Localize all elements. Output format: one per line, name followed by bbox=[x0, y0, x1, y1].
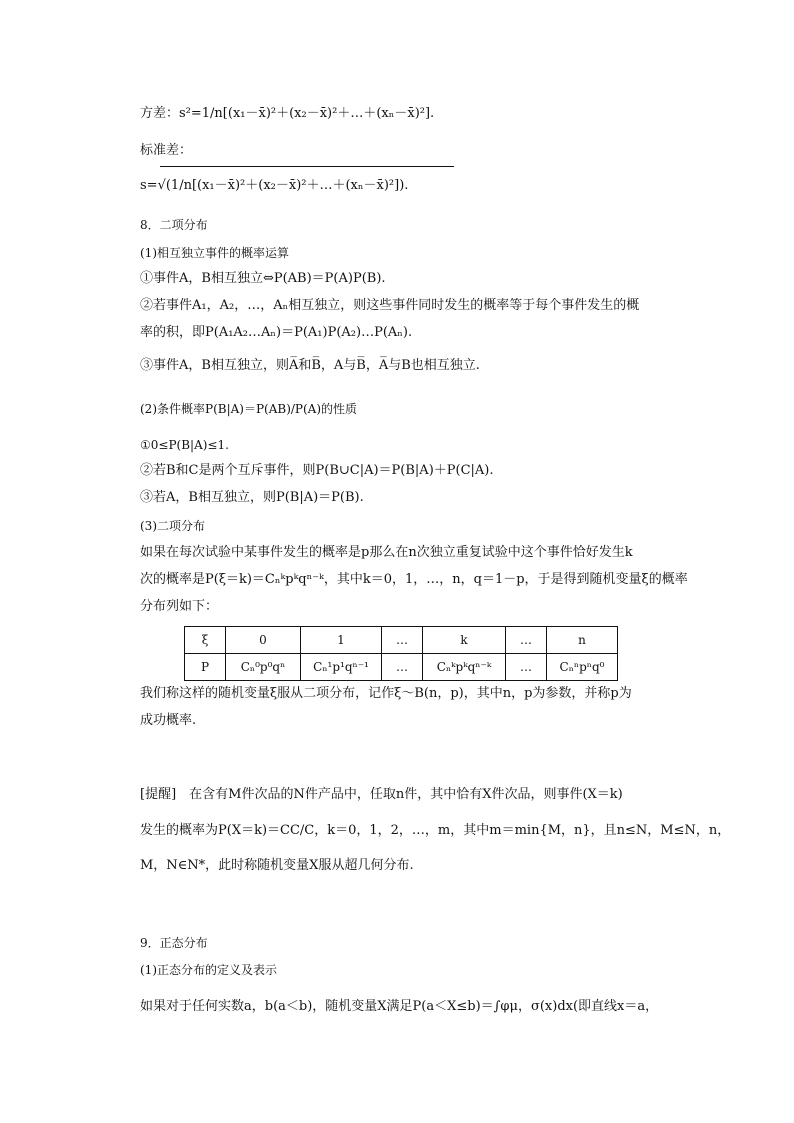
table-cell: n bbox=[547, 627, 618, 654]
heading-normal: 9．正态分布 bbox=[140, 936, 208, 950]
std-label: 标准差： bbox=[140, 143, 193, 158]
table-cell: … bbox=[382, 627, 423, 654]
reminder-line-3: M，N∈N*，此时称随机变量X服从超几何分布. bbox=[140, 858, 414, 873]
subheading-conditional: (2)条件概率P(B|A)＝P(AB)/P(A)的性质 bbox=[140, 402, 358, 416]
binomial-text-1: 如果在每次试验中某事件发生的概率是p那么在n次独立重复试验中这个事件恰好发生k bbox=[140, 545, 633, 560]
binomial-text-2: 次的概率是P(ξ＝k)＝Cₙᵏpᵏqⁿ⁻ᵏ，其中k＝0，1，…，n，q＝1－p，于是得到随机变量ξ的概率 bbox=[140, 572, 688, 587]
table-cell: 0 bbox=[226, 627, 301, 654]
item-1: ①事件A，B相互独立⇔P(AB)＝P(A)P(B). bbox=[140, 271, 386, 286]
binomial-conclusion-2: 成功概率. bbox=[140, 713, 197, 728]
table-cell: Cₙ¹p¹qⁿ⁻¹ bbox=[301, 654, 382, 681]
binomial-text-3: 分布列如下： bbox=[140, 599, 219, 614]
heading-binomial: 8．二项分布 bbox=[140, 218, 208, 232]
subheading-normal-def: (1)正态分布的定义及表示 bbox=[140, 963, 277, 977]
table-cell: 1 bbox=[301, 627, 382, 654]
property-2: ②若B和C是两个互斥事件，则P(B∪C|A)＝P(B|A)＋P(C|A). bbox=[140, 463, 494, 478]
property-1: ①0≤P(B|A)≤1. bbox=[140, 438, 229, 452]
table-cell: Cₙ⁰p⁰qⁿ bbox=[226, 654, 301, 681]
property-3: ③若A，B相互独立，则P(B|A)＝P(B). bbox=[140, 490, 364, 505]
item-2-line-2: 率的积，即P(A₁A₂…Aₙ)＝P(A₁)P(A₂)…P(Aₙ). bbox=[140, 325, 413, 340]
table-cell: P bbox=[185, 654, 226, 681]
reminder-line-1: [提醒] 在含有M件次品的N件产品中，任取n件，其中恰有X件次品，则事件(X＝k) bbox=[140, 787, 623, 802]
item-2-line-1: ②若事件A₁，A₂，…，Aₙ相互独立，则这些事件同时发生的概率等于每个事件发生的概 bbox=[140, 298, 640, 313]
table-row bbox=[185, 654, 618, 681]
std-formula: s=√(1/n[(x₁－x̄)²＋(x₂－x̄)²＋…＋(xₙ－x̄)²]). bbox=[140, 178, 409, 193]
sqrt-overline bbox=[160, 166, 454, 167]
table-cell: k bbox=[423, 627, 506, 654]
table-cell: … bbox=[506, 654, 547, 681]
distribution-table bbox=[184, 626, 618, 681]
table-cell: Cₙⁿpⁿq⁰ bbox=[547, 654, 618, 681]
subheading-binomial: (3)二项分布 bbox=[140, 519, 205, 533]
subheading-independent: (1)相互独立事件的概率运算 bbox=[140, 246, 289, 260]
variance-formula: 方差：s²=1/n[(x₁－x̄)²＋(x₂－x̄)²＋…＋(xₙ－x̄)²]. bbox=[140, 106, 435, 121]
table-row bbox=[185, 627, 618, 654]
table-cell: … bbox=[382, 654, 423, 681]
normal-text-1: 如果对于任何实数a，b(a＜b)，随机变量X满足P(a＜X≤b)＝∫φμ，σ(x)dx(即直线x＝a， bbox=[140, 999, 659, 1014]
table-cell: Cₙᵏpᵏqⁿ⁻ᵏ bbox=[423, 654, 506, 681]
table-cell: ξ bbox=[185, 627, 226, 654]
table-cell: … bbox=[506, 627, 547, 654]
item-3: ③事件A，B相互独立，则A̅和B̅，A与B̅，A̅与B也相互独立. bbox=[140, 358, 480, 373]
binomial-conclusion-1: 我们称这样的随机变量ξ服从二项分布，记作ξ～B(n，p)，其中n，p为参数，并称p为 bbox=[140, 686, 632, 701]
reminder-line-2: 发生的概率为P(X＝k)＝CC/C，k＝0，1，2，…，m，其中m＝min{M，n}，且n≤N，M≤N，n， bbox=[140, 823, 731, 838]
